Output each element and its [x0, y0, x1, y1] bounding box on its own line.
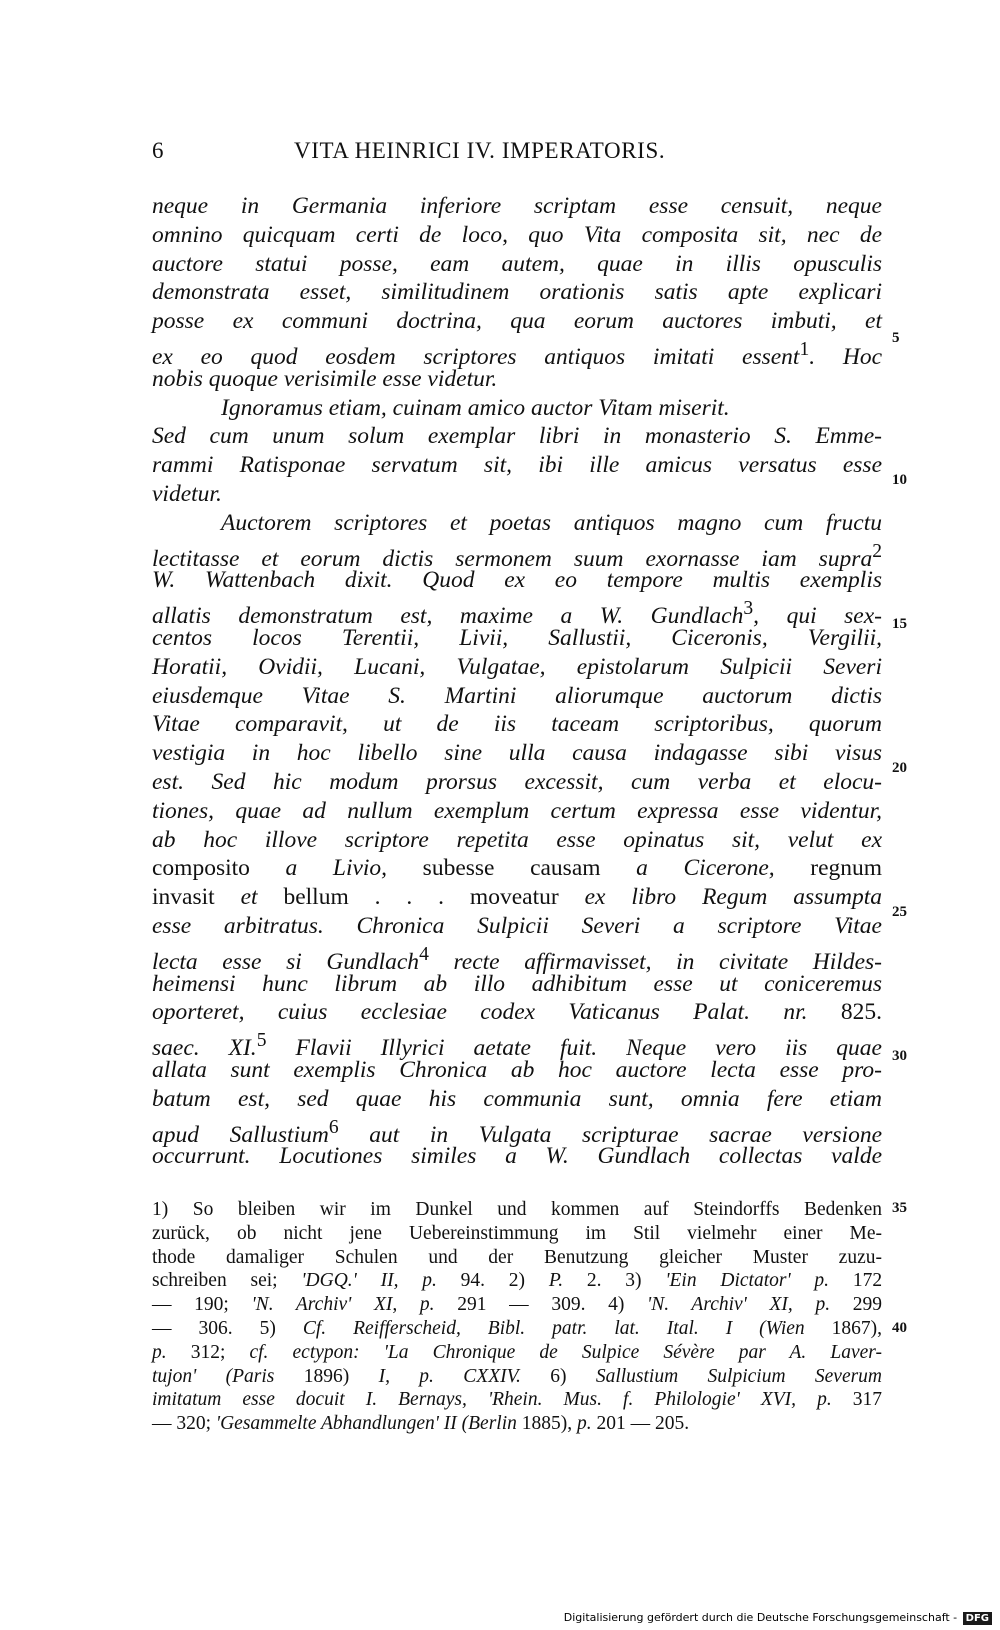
footnote-line: — 320; 'Gesammelte Abhandlungen' II (Berlin 1885), p. 201 — 205.: [152, 1413, 690, 1435]
main-text: [152, 192, 882, 1171]
text-line: omnino quicquam certi de loco, quo Vita composita sit, nec de: [152, 221, 882, 248]
page-number: 6: [152, 138, 164, 163]
footnote-line: p. 312; cf. ectypon: 'La Chronique de Sulpice Sévère par A. Laver-: [152, 1341, 882, 1363]
text-line: oporteret, cuius ecclesiae codex Vaticanus Palat. nr. 825.: [152, 999, 882, 1026]
text-line: tiones, quae ad nullum exemplum certum expressa esse videntur,: [152, 797, 882, 824]
footnote-line: schreiben sei; 'DGQ.' II, p. 94. 2) P. 2. 3) 'Ein Dictator' p. 172: [152, 1270, 883, 1292]
footnote-line: zurück, ob nicht jene Uebereinstimmung im Stil vielmehr einer Me-: [152, 1222, 882, 1244]
text-line: vestigia in hoc libello sine ulla causa indagasse sibi visus: [152, 740, 882, 767]
footnote-ref: 5: [256, 1030, 267, 1052]
text-line: Ignoramus etiam, cuinam amico auctor Vitam miserit.: [221, 394, 730, 421]
footnote-line: — 306. 5) Cf. Reifferscheid, Bibl. patr. lat. Ital. I (Wien 1867),: [152, 1317, 883, 1339]
text-line: composito a Livio, subesse causam a Cicerone, regnum: [152, 855, 883, 882]
text-line: saec. XI.$^5$ Flavii Illyrici aetate fuit. Neque vero iis quae: [152, 1030, 882, 1061]
text-line: invasit et bellum . . . moveatur ex libro Regum assumpta: [152, 884, 883, 911]
text-line: occurrunt. Locutiones similes a W. Gundlach collectas valde: [152, 1143, 882, 1170]
line-number: 35: [892, 1200, 907, 1216]
line-number: 5: [892, 330, 900, 346]
text-line: rammi Ratisponae servatum sit, ibi ille amicus versatus esse: [152, 452, 882, 479]
running-title: VITA HEINRICI IV. IMPERATORIS.: [294, 138, 666, 163]
text-line: ab hoc illove scriptore repetita esse opinatus sit, velut ex: [152, 826, 882, 853]
line-number: 15: [892, 616, 907, 632]
text-line: batum est, sed quae his communia sunt, omnia fere etiam: [152, 1085, 882, 1112]
footnote-line: 1) So bleiben wir im Dunkel und kommen auf Steindorffs Bedenken: [152, 1199, 882, 1220]
text-line: heimensi hunc librum ab illo adhibitum esse ut coniceremus: [152, 970, 882, 997]
text-line: nobis quoque verisimile esse videtur.: [152, 365, 498, 392]
text-line: centos locos Terentii, Livii, Sallustii, Ciceronis, Vergilii,: [152, 624, 882, 651]
footnote-line: thode damaliger Schulen und der Benutzung gleicher Muster zuzu-: [152, 1246, 882, 1268]
text-line: posse ex communi doctrina, qua eorum auctores imbuti, et: [152, 308, 882, 335]
text-line: Horatii, Ovidii, Lucani, Vulgatae, epistolarum Sulpicii Severi: [152, 653, 882, 680]
footnote-ref: 6: [328, 1116, 339, 1138]
footnotes: [152, 1198, 882, 1436]
page-header: [152, 138, 882, 178]
line-number: 30: [892, 1048, 907, 1064]
credit-text: Digitalisierung gefördert durch die Deutsche Forschungsgemeinschaft -: [563, 1611, 958, 1624]
footnote-ref: 1: [799, 338, 810, 360]
footnote-line: imitatum esse docuit I. Bernays, 'Rhein. Mus. f. Philologie' XVI, p. 317: [152, 1389, 883, 1411]
footnote-line: — 190; 'N. Archiv' XI, p. 291 — 309. 4) 'N. Archiv' XI, p. 299: [152, 1294, 883, 1316]
text-line: Auctorem scriptores et poetas antiquos magno cum fructu: [221, 509, 882, 536]
footnote-ref: 3: [743, 598, 754, 620]
text-line: est. Sed hic modum prorsus excessit, cum verba et elocu-: [152, 768, 882, 795]
text-line: Sed cum unum solum exemplar libri in monasterio S. Emme-: [152, 423, 882, 450]
text-line: videtur.: [152, 480, 222, 507]
line-number: 20: [892, 760, 907, 776]
text-line: allatis demonstratum est, maxime a W. Gundlach$^3$, qui sex-: [152, 598, 882, 629]
text-line: Vitae comparavit, ut de iis taceam scriptoribus, quorum: [152, 711, 882, 738]
text-line: esse arbitratus. Chronica Sulpicii Severi a scriptore Vitae: [152, 912, 882, 939]
line-number: 25: [892, 904, 907, 920]
text-line: demonstrata esset, similitudinem orationis satis apte explicari: [152, 279, 882, 306]
footnote-ref: 2: [872, 540, 882, 562]
text-line: auctore statui posse, eam autem, quae in illis opusculis: [152, 250, 882, 277]
line-number: 10: [892, 472, 907, 488]
footnote-line: tujon' (Paris 1896) I, p. CXXIV. 6) Sallustium Sulpicium Severum: [152, 1365, 883, 1387]
text-line: allata sunt exemplis Chronica ab hoc auctore lecta esse pro-: [152, 1056, 882, 1083]
footnote-ref: 4: [419, 943, 429, 965]
text-line: eiusdemque Vitae S. Martini aliorumque auctorum dictis: [152, 682, 882, 709]
text-line: lectitasse et eorum dictis sermonem suum exornasse iam supra$^2$: [152, 540, 882, 572]
text-line: ex eo quod eosdem scriptores antiquos imitati essent$^1$. Hoc: [152, 338, 882, 370]
line-number: 40: [892, 1320, 907, 1336]
text-line: neque in Germania inferiore scriptam esse censuit, neque: [152, 193, 882, 219]
dfg-logo: DFG: [963, 1612, 992, 1625]
digitization-credit: [564, 1611, 992, 1625]
text-line: lecta esse si Gundlach$^4$ recte affirmavisset, in civitate Hildes-: [152, 943, 882, 975]
text-line: apud Sallustium$^6$ aut in Vulgata scripturae sacrae versione: [152, 1116, 883, 1148]
text-line: W. Wattenbach dixit. Quod ex eo tempore multis exemplis: [152, 567, 882, 594]
